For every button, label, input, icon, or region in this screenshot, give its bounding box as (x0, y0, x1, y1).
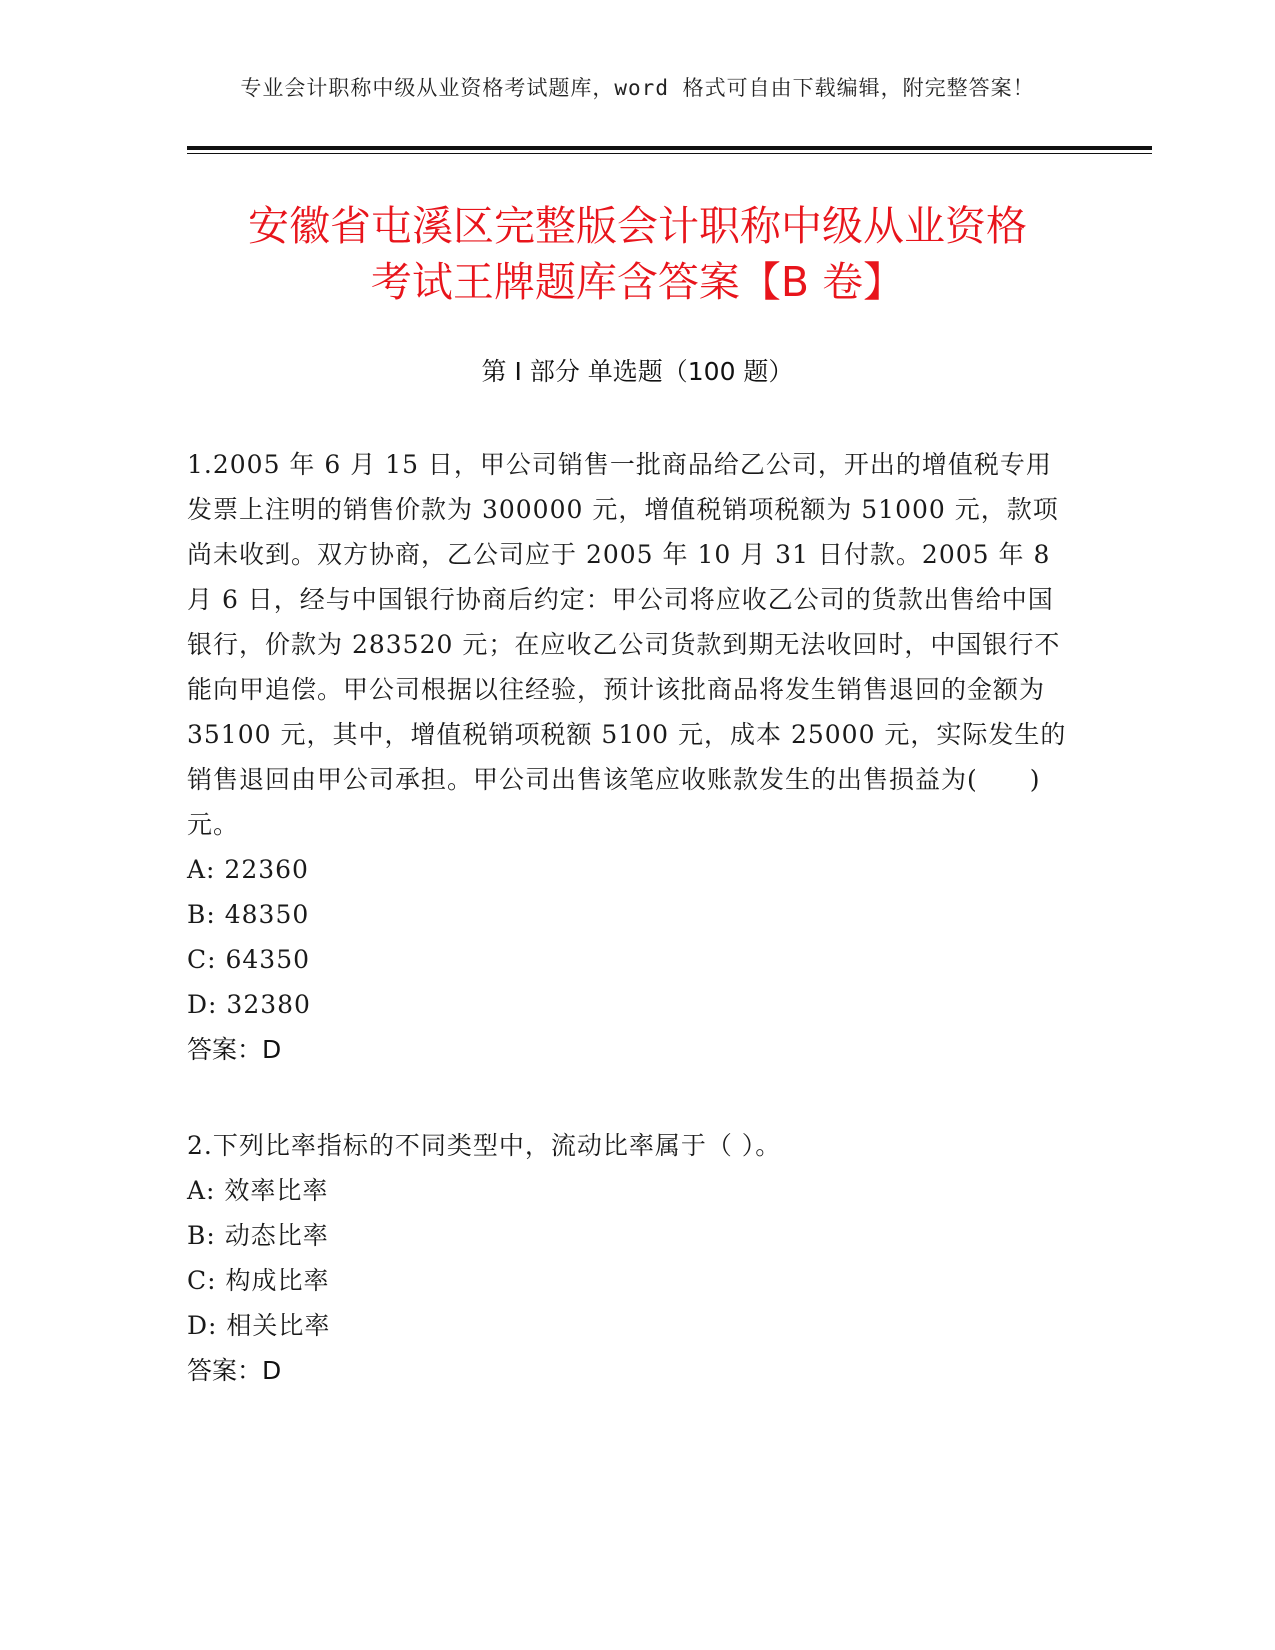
question-2-option-a: A: 效率比率 (187, 1176, 329, 1205)
document-title-line-1: 安徽省屯溪区完整版会计职称中级从业资格 (248, 202, 1027, 250)
question-1-stem: 1.2005 年 6 月 15 日，甲公司销售一批商品给乙公司，开出的增值税专用发票上注明的销售价款为 300000 元，增值税销项税额为 51000 元，款项尚未收到。双方协商，乙公司应于 2005 年 10 月 31 日付款。2005 年 8 月 6 日，经与中国银行协商后约定：甲公司将应收乙公司的货款出售给中国银行，价款为 283520 元；在应收乙公司货款到期无法收回时，中国银行不能向甲追偿。甲公司根据以往经验，预计该批商品将发生销售退回的金额为 35100 元，其中，增值税销项税额 5100 元，成本 25000 元，实际发生的销售退回由甲公司承担。甲公司出售该笔应收账款发生的出售损益为( )元。 (187, 450, 1067, 839)
document-title-line-2: 考试王牌题库含答案【B 卷】 (370, 258, 905, 306)
question-1-options (187, 847, 1077, 1027)
question-1-option-d: D: 32380 (187, 990, 311, 1019)
question-1 (187, 442, 1077, 1072)
header-rule-thin (187, 153, 1152, 154)
header-rule-thick (187, 146, 1152, 150)
question-2-stem: 2.下列比率指标的不同类型中，流动比率属于（ ）。 (187, 1131, 782, 1160)
question-1-option-c: C: 64350 (187, 945, 311, 974)
question-2-option-b: B: 动态比率 (187, 1221, 329, 1250)
question-2 (187, 1123, 1077, 1393)
question-2-answer: 答案：D (187, 1356, 282, 1385)
question-1-option-b: B: 48350 (187, 900, 310, 929)
question-2-option-d: D: 相关比率 (187, 1311, 331, 1340)
header-note: 专业会计职称中级从业资格考试题库，word 格式可自由下载编辑，附完整答案！ (240, 76, 1035, 100)
question-2-option-c: C: 构成比率 (187, 1266, 330, 1295)
document-title (150, 198, 1125, 310)
question-1-option-a: A: 22360 (187, 855, 309, 884)
question-1-answer: 答案：D (187, 1035, 282, 1064)
section-title: 第 I 部分 单选题（100 题） (481, 357, 794, 386)
question-2-options (187, 1168, 1077, 1348)
